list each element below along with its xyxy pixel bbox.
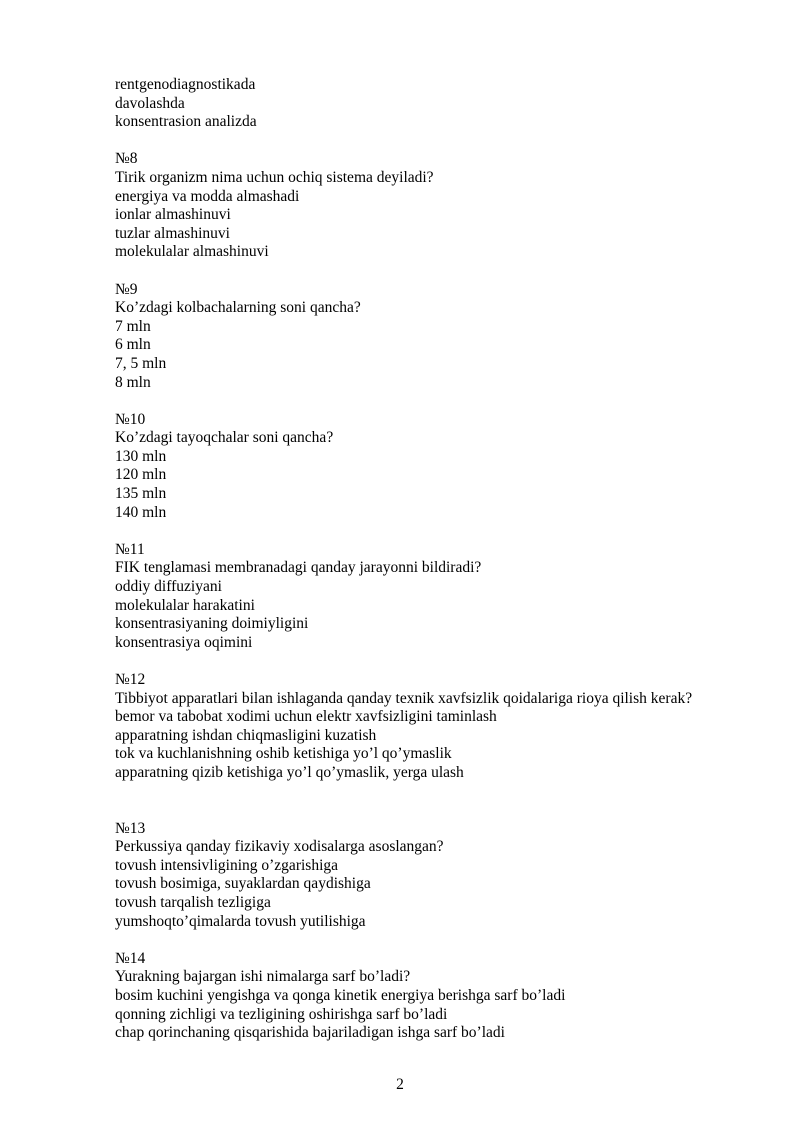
answer-option: konsentrasion analizda xyxy=(115,113,257,131)
question-number: №14 xyxy=(115,949,146,967)
question-9 xyxy=(115,281,760,393)
answer-option: 7 mln xyxy=(115,317,151,335)
answer-option: konsentrasiyaning doimiyligini xyxy=(115,615,309,633)
answer-option: chap qorinchaning qisqarishida bajariladigan ishga sarf bo’ladi xyxy=(115,1024,505,1042)
answer-option: 6 mln xyxy=(115,336,151,354)
answer-option: ionlar almashinuvi xyxy=(115,206,231,224)
question-text: Perkussiya qanday fizikaviy xodisalarga asoslangan? xyxy=(115,838,444,856)
answer-option: tovush tarqalish tezligiga xyxy=(115,893,271,911)
question-number: №13 xyxy=(115,819,146,837)
intro-options xyxy=(115,76,760,132)
answer-option: molekulalar almashinuvi xyxy=(115,243,269,261)
question-11 xyxy=(115,541,760,653)
answer-option: rentgenodiagnostikada xyxy=(115,76,256,93)
answer-option: energiya va modda almashadi xyxy=(115,187,300,205)
answer-option: davolashda xyxy=(115,94,185,112)
question-10 xyxy=(115,411,760,523)
answer-option: apparatning ishdan chiqmasligini kuzatish xyxy=(115,726,377,744)
question-number: №10 xyxy=(115,410,146,428)
answer-option: tok va kuchlanishning oshib ketishiga yo’l qo’ymaslik xyxy=(115,745,452,763)
question-13 xyxy=(115,820,760,932)
answer-option: tovush intensivligining o’zgarishiga xyxy=(115,856,339,874)
answer-option: 140 mln xyxy=(115,503,167,521)
question-text: Yurakning bajargan ishi nimalarga sarf bo’ladi? xyxy=(115,968,411,986)
answer-option: tovush bosimiga, suyaklardan qaydishiga xyxy=(115,875,371,893)
question-text: Ko’zdagi tayoqchalar soni qancha? xyxy=(115,429,334,447)
answer-option: qonning zichligi va tezligining oshirishga sarf bo’ladi xyxy=(115,1005,448,1023)
answer-option: bosim kuchini yengishga va qonga kinetik energiya berishga sarf bo’ladi xyxy=(115,986,566,1004)
answer-option: yumshoqto’qimalarda tovush yutilishiga xyxy=(115,912,366,930)
answer-option: bemor va tabobat xodimi uchun elektr xavfsizligini taminlash xyxy=(115,708,497,726)
question-number: №12 xyxy=(115,671,146,688)
answer-option: molekulalar harakatini xyxy=(115,596,255,614)
question-text: FIK tenglamasi membranadagi qanday jarayonni bildiradi? xyxy=(115,559,482,577)
answer-option: konsentrasiya oqimini xyxy=(115,633,253,651)
question-text: Tibbiyot apparatlari bilan ishlaganda qanday texnik xavfsizlik qoidalariga rioya qilish kerak? xyxy=(115,689,693,707)
answer-option: 130 mln xyxy=(115,447,167,465)
question-8 xyxy=(115,150,760,262)
question-number: №11 xyxy=(115,540,145,558)
answer-option: tuzlar almashinuvi xyxy=(115,224,230,242)
answer-option: 135 mln xyxy=(115,485,167,503)
question-text: Tirik organizm nima uchun ochiq sistema deyiladi? xyxy=(115,168,434,186)
answer-option: 8 mln xyxy=(115,373,151,391)
answer-option: apparatning qizib ketishiga yo’l qo’ymaslik, yerga ulash xyxy=(115,763,464,781)
answer-option: 7, 5 mln xyxy=(115,354,167,372)
page-number: 2 xyxy=(396,1076,404,1093)
answer-option: 120 mln xyxy=(115,466,167,484)
question-text: Ko’zdagi kolbachalarning soni qancha? xyxy=(115,299,361,317)
question-number: №8 xyxy=(115,150,138,168)
answer-option: oddiy diffuziyani xyxy=(115,578,222,596)
question-number: №9 xyxy=(115,280,138,298)
page-content xyxy=(115,76,760,1043)
question-12 xyxy=(115,671,760,783)
question-14 xyxy=(115,950,760,1043)
